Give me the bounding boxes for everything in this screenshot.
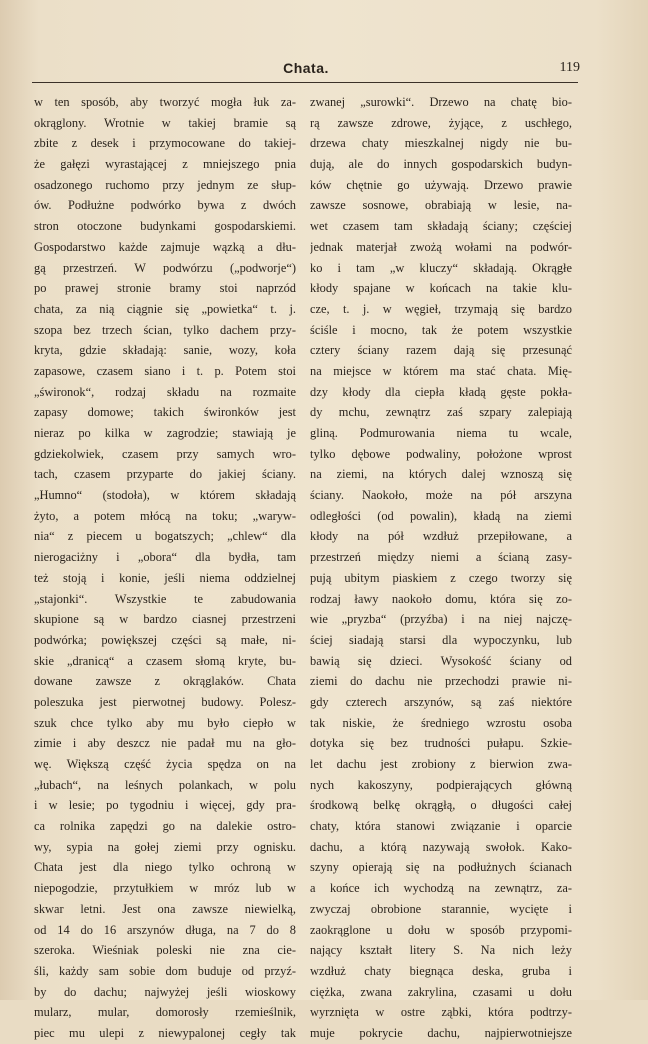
- text-line: jednak materjał zwożą wołami na podwór-: [310, 239, 572, 254]
- text-line: kłody na pół wzdłuż przepiłowane, a: [310, 529, 572, 544]
- text-line: ściany. Naokoło, może na pół arszyna: [310, 488, 572, 503]
- text-line: bawią się dzieci. Wysokość ściany od: [310, 653, 572, 668]
- text-line: też stoją i konie, jeśli niema oddzielnej: [34, 570, 296, 585]
- text-line: skwar letni. Jest ona zawsze niewielką,: [34, 901, 296, 916]
- text-line: ściej siadają starsi dla wypoczynku, lub: [310, 632, 572, 647]
- text-columns: [34, 92, 576, 1040]
- text-line: skupione są w bardzo ciasnej przestrzeni: [34, 612, 296, 627]
- text-line: stron otoczone budynkami gospodarskiemi.: [34, 219, 296, 234]
- text-line: wyrznięta w ostre ząbki, która podtrzy-: [310, 1005, 572, 1020]
- text-line: środkową belkę okrągłą, o długości całej: [310, 798, 572, 813]
- text-line: dotyka się bez trudności pułapu. Szkie-: [310, 736, 572, 751]
- text-line: zapasy domowe; takich świronków jest: [34, 405, 296, 420]
- text-line: mularz, mular, domorosły rzemieślnik,: [34, 1005, 296, 1020]
- text-line: na ziemi, na których dalej wznoszą się: [310, 467, 572, 482]
- text-line: „stajonki“. Wszystkie te zabudowania: [34, 591, 296, 606]
- text-line: rą zawsze zdrowe, żyjące, z uschłego,: [310, 115, 572, 130]
- text-line: okrąglony. Wrotnie w takiej bramie są: [34, 115, 296, 130]
- text-line: a końce ich wychodzą na zewnątrz, za-: [310, 881, 572, 896]
- text-line: zawsze sosnowe, obrabiają w lesie, na-: [310, 198, 572, 213]
- left-column: [34, 92, 296, 1044]
- text-line: tak niskie, że średniego wzrostu osoba: [310, 715, 572, 730]
- text-line: zaokrąglone u dołu w sposób przypomi-: [310, 922, 572, 937]
- page-number: 119: [559, 60, 580, 75]
- text-line: cze, t. j. w węgieł, trzymają się bardzo: [310, 301, 572, 316]
- text-line: od 14 do 16 arszynów długa, na 7 do 8: [34, 922, 296, 937]
- text-line: gą przestrzeń. W podwórzu („podworje“): [34, 260, 296, 275]
- running-head: Chata.: [283, 60, 329, 76]
- text-line: odległości (od powalin), kładą na ziemi: [310, 508, 572, 523]
- text-line: po prawej stronie bramy stoi naprzód: [34, 281, 296, 296]
- text-line: skie „dranicą“ a czasem słomą kryte, bu-: [34, 653, 296, 668]
- text-line: zimie i aby deszcz nie padał mu na gło-: [34, 736, 296, 751]
- text-line: gdy czterech arszynów, są zaś niektóre: [310, 694, 572, 709]
- text-line: wet czasem tam składają ściany; częściej: [310, 219, 572, 234]
- text-line: pują ubitym piaskiem z czego tworzy się: [310, 570, 572, 585]
- text-line: nych kakoszyny, podpierających główną: [310, 777, 572, 792]
- text-line: żyto, a potem młócą na toku; „waryw-: [34, 508, 296, 523]
- text-line: na miejsce w którem ma stać chata. Mię-: [310, 363, 572, 378]
- text-line: gliną. Podmurowania niema tu wcale,: [310, 426, 572, 440]
- text-line: drzewa chaty mieszkalnej nigdy nie bu-: [310, 136, 572, 151]
- text-line: muje pokrycie dachu, najpierwotniejsze: [310, 1025, 572, 1040]
- text-line: podwórka; powiększej części są małe, ni-: [34, 632, 296, 647]
- text-line: dzy kłody dla ciepła kładą gęste pokła-: [310, 384, 572, 399]
- text-line: ciężka, zwana zakrylina, czasami u dołu: [310, 984, 572, 999]
- header-rule: [32, 82, 578, 83]
- text-line: cztery ściany razem dają się przesunąć: [310, 343, 572, 358]
- text-line: chaty, która stanowi związanie i oparcie: [310, 819, 572, 834]
- text-line: tach, czasem przyparte do jakiej ściany.: [34, 467, 296, 482]
- text-line: ca rolnika zapędzi go na dalekie ostro-: [34, 819, 296, 834]
- text-line: ziemi do dachu nie przechodzi prawie ni-: [310, 674, 572, 689]
- text-line: ów. Podłużne podwórko bywa z dwóch: [34, 198, 296, 213]
- text-line: Chata jest dla niego tylko ochroną w: [34, 860, 296, 875]
- text-line: ków chętnie go używają. Drzewo prawie: [310, 177, 572, 192]
- text-line: niepogodzie, przytułkiem w mróz lub w: [34, 881, 296, 896]
- text-line: kłody spajane w końcach na takie klu-: [310, 281, 572, 296]
- text-line: wy, sypia na gołej ziemi przy ognisku.: [34, 839, 296, 854]
- text-line: przestrzeń między niemi a ścianą zasy-: [310, 550, 572, 565]
- text-line: osadzonego ruchomo przy jednym ze słup-: [34, 177, 296, 192]
- text-line: dowane zawsze z okrąglaków. Chata: [34, 674, 296, 689]
- text-line: dachu, a którą nazywają swołok. Kako-: [310, 839, 572, 854]
- text-line: zwanej „surowki“. Drzewo na chatę bio-: [310, 95, 572, 109]
- text-line: śli, każdy sam sobie dom buduje od przyź-: [34, 963, 296, 978]
- text-line: let dachu jest zrobiony z bierwion zwa-: [310, 757, 572, 771]
- text-line: nający kształt litery S. Na nich leży: [310, 943, 572, 958]
- text-line: kryta, gdzie składają: sanie, wozy, koła: [34, 343, 296, 358]
- text-line: tylko dębowe podwaliny, położone wprost: [310, 446, 572, 461]
- text-line: „świronok“, rodzaj składu na rozmaite: [34, 384, 296, 399]
- text-line: nierogaciżny i „obora“ dla bydła, tam: [34, 550, 296, 565]
- text-line: Gospodarstwo każde zajmuje wązką a dłu-: [34, 239, 296, 254]
- text-line: i w lesie; po tygodniu i więcej, gdy pra-: [34, 798, 296, 813]
- text-line: „Humno“ (stodoła), w którem składają: [34, 488, 296, 503]
- text-line: nieraz po kilka w zagrodzie; stawiają je: [34, 426, 296, 440]
- page-header: [36, 60, 580, 82]
- text-line: zapasowe, czasem siano i t. p. Potem stoi: [34, 363, 296, 378]
- text-line: piec mu ulepi z niewypalonej cegły tak: [34, 1025, 296, 1040]
- text-line: gdziekolwiek, czasem przy samych wro-: [34, 446, 296, 461]
- text-line: szopa bez trzech ścian, tylko dachem przy-: [34, 322, 296, 337]
- text-line: poleszuka jest pierwotnej budowy. Polesz-: [34, 694, 296, 709]
- text-line: że gałęzi wyrastającej z mniejszego pnia: [34, 157, 296, 172]
- text-line: szyny opierają się na podłużnych ścianach: [310, 860, 572, 875]
- text-line: zbite z desek i przymocowane do takiej-: [34, 136, 296, 151]
- text-line: wzdłuż chaty biegnąca deska, gruba i: [310, 963, 572, 978]
- text-line: szuk chce tylko aby mu było ciepło w: [34, 715, 296, 730]
- text-line: ściśle i mocno, tak że potem wszystkie: [310, 322, 572, 337]
- text-line: ko i tam „w kluczy“ składają. Okrągłe: [310, 260, 572, 275]
- text-line: by do dachu; najwyżej jeśli wioskowy: [34, 984, 296, 999]
- text-line: chata, za nią ciągnie się „powietka“ t. j.: [34, 301, 296, 316]
- text-line: nia“ z piecem u bogatszych; „chlew“ dla: [34, 529, 296, 544]
- text-line: dują, ale do innych gospodarskich budyn-: [310, 157, 572, 172]
- text-line: wę. Większą część życia spędza on na: [34, 757, 296, 771]
- text-line: w ten sposób, aby tworzyć mogła łuk za-: [34, 95, 296, 109]
- text-line: „łubach“, na leśnych polankach, w polu: [34, 777, 296, 792]
- text-line: wie „pryzba“ (przyźba) i na niej najczę-: [310, 612, 572, 627]
- text-line: rodzaj ławy naokoło domu, która się zo-: [310, 591, 572, 606]
- text-line: dy mchu, zewnątrz zaś szpary zalepiają: [310, 405, 572, 420]
- right-column: [310, 92, 572, 1044]
- text-line: zwyczaj obrobione starannie, wycięte i: [310, 901, 572, 916]
- text-line: szeroka. Wieśniak poleski nie zna cie-: [34, 943, 296, 958]
